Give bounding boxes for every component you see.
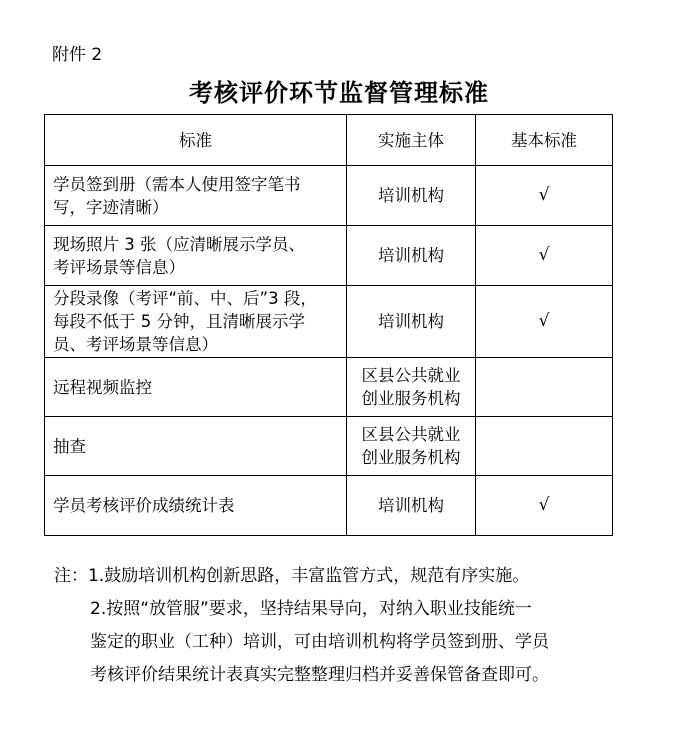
standard-cell [45,358,347,417]
standard-cell [45,417,347,476]
standard-line: 考评场景等信息） [53,257,185,277]
implementing-body-cell [347,476,476,536]
standard-line: 远程视频监控 [53,377,152,397]
header-standard: 标准 [45,115,347,166]
standard-cell [45,226,347,286]
note-line-3: 鉴定的职业（工种）培训，可由培训机构将学员签到册、学员 [90,632,549,652]
implementing-body-line: 培训机构 [378,496,444,515]
implementing-body-line: 区县公共就业 [361,366,461,385]
standard-line: 写，字迹清晰） [53,197,169,217]
table-row [45,417,613,476]
table-row [45,226,613,286]
standard-line: 分段录像（考评“前、中、后”3 段， [53,289,317,308]
standard-line: 员、考评场景等信息） [53,335,218,354]
standard-line: 学员签到册（需本人使用签字笔书 [53,174,301,194]
table-row [45,476,613,536]
check-mark: √ [538,245,550,265]
standard-line: 每段不低于 5 分钟，且清晰展示学 [53,312,305,331]
table-row [45,358,613,417]
document-title: 考核评价环节监督管理标准 [189,79,489,107]
implementing-body-line: 创业服务机构 [361,448,461,467]
basic-standard-cell [476,476,613,536]
basic-standard-cell [476,286,613,358]
standard-cell [45,166,347,226]
implementing-body-cell [347,226,476,286]
table-header-row [45,115,613,166]
notes [54,560,634,692]
implementing-body-line: 培训机构 [378,186,444,205]
standard-line: 现场照片 3 张（应清晰展示学员、 [53,234,305,254]
implementing-body-line: 区县公共就业 [361,425,461,444]
basic-standard-cell [476,166,613,226]
implementing-body-cell [347,417,476,476]
implementing-body-cell [347,286,476,358]
basic-standard-cell [476,417,613,476]
header-implementing-body: 实施主体 [347,115,476,166]
table-row [45,166,613,226]
table-body [45,166,613,536]
standards-table [44,114,613,536]
implementing-body-line: 创业服务机构 [361,389,461,408]
check-mark: √ [538,185,550,205]
standard-line: 学员考核评价成绩统计表 [53,496,235,515]
implementing-body-cell [347,358,476,417]
implementing-body-line: 培训机构 [378,246,444,265]
table-row [45,286,613,358]
standard-line: 抽查 [53,436,86,456]
check-mark: √ [538,311,550,331]
note-line-4: 考核评价结果统计表真实完整整理归档并妥善保管备查即可。 [90,665,549,685]
attachment-label: 附件 2 [52,45,103,65]
basic-standard-cell [476,226,613,286]
check-mark: √ [538,495,550,515]
standard-cell [45,476,347,536]
implementing-body-cell [347,166,476,226]
note-line-2: 2.按照“放管服”要求，坚持结果导向，对纳入职业技能统一 [90,599,532,619]
basic-standard-cell [476,358,613,417]
header-basic-standard: 基本标准 [476,115,613,166]
standard-cell [45,286,347,358]
implementing-body-line: 培训机构 [378,312,444,331]
note-line-1: 注：1.鼓励培训机构创新思路，丰富监管方式，规范有序实施。 [54,566,530,586]
